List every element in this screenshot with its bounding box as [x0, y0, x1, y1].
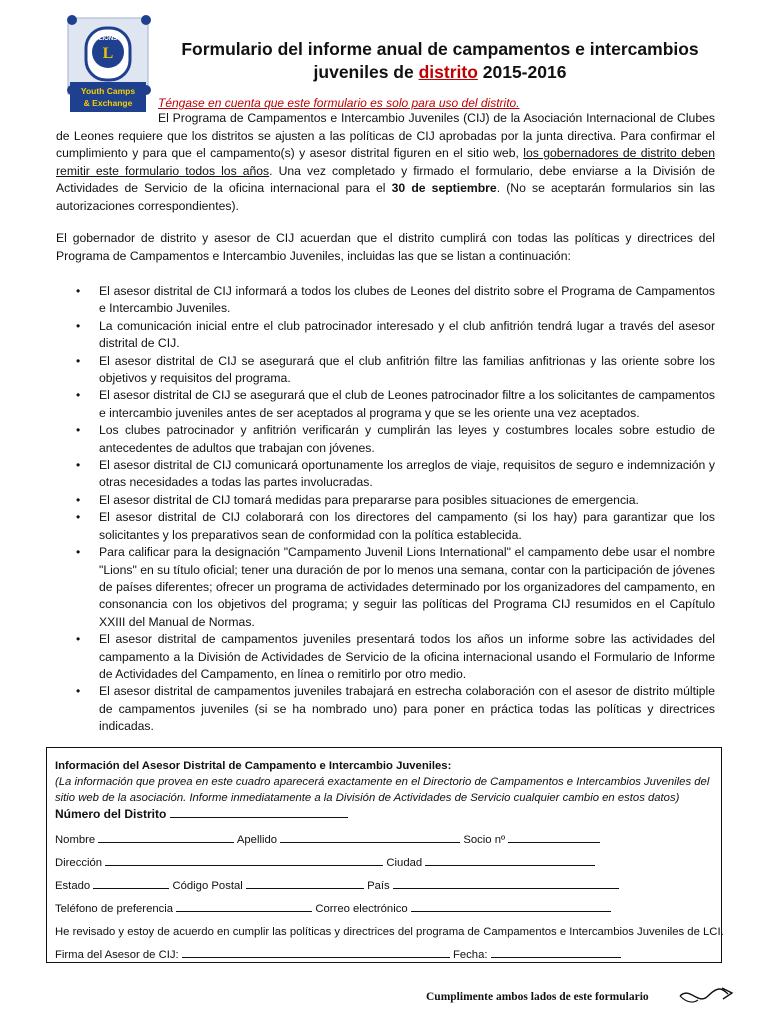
- list-item: • El asesor distrital de campamentos juveniles presentará todos los años un informe sobre las actividades del campamento a la División de Actividades de Servicio de la oficina internacional usando el Formulario de Informe de Actividades del Campamento, en línea o remitirlo por otro medio.: [76, 632, 715, 681]
- bullet-icon: •: [76, 458, 81, 473]
- city-field[interactable]: [425, 854, 595, 866]
- surname-field[interactable]: [280, 831, 460, 843]
- city-label: Ciudad: [386, 857, 423, 869]
- list-item: • Para calificar para la designación "Campamento Juvenil Lions International" el campamento debe usar el nombre "Lions" en su título oficial; tener una duración de por lo menos una semana, contar con la participación de jóvenes de países diferentes; ofrecer un programa de actividades determinado por los organizadores del campamento, en consonancia con los objetivos del programa; y seguir las políticas del Programa CIJ resumidos en el Capítulo XXIII del Manual de Normas.: [76, 545, 715, 629]
- page-title: [160, 38, 720, 84]
- intro-paragraph: [56, 110, 715, 216]
- name-field[interactable]: [98, 831, 234, 843]
- title-line-2-pre: juveniles de: [313, 62, 419, 82]
- postal-code-field[interactable]: [246, 877, 364, 889]
- list-item: • El asesor distrital de CIJ tomará medidas para prepararse para posibles situaciones de emergencia.: [56, 492, 715, 509]
- intro-deadline: 30 de septiembre: [391, 181, 497, 196]
- district-number-row: [55, 806, 713, 822]
- member-number-field[interactable]: [508, 831, 600, 843]
- signature-label: Firma del Asesor de CIJ:: [55, 949, 179, 961]
- district-number-field[interactable]: [170, 806, 348, 818]
- title-line-1: Formulario del informe anual de campamentos e intercambios: [181, 39, 699, 59]
- logo-bottom-text-2: & Exchange: [83, 98, 133, 108]
- svg-text:L: L: [102, 45, 114, 62]
- list-item: • El asesor distrital de CIJ informará a todos los clubes de Leones del distrito sobre el Programa de Campamentos e Intercambio Juveniles.: [76, 284, 715, 316]
- lions-youth-camps-logo: [62, 14, 154, 114]
- list-item: • El asesor distrital de CIJ se asegurará que el club de Leones patrocinador filtre a los solicitantes de campamentos e intercambio juveniles antes de ser aceptados al programa y que se les oriente una vez aceptados.: [76, 388, 715, 420]
- intro-text-c: . (No se aceptarán formularios sin las autorizaciones correspondientes).: [56, 181, 716, 213]
- list-item: • El asesor distrital de CIJ comunicará oportunamente los arreglos de viaje, requisitos de seguro e indemnización y otras necesidades a todas las partes involucradas.: [76, 458, 715, 490]
- surname-label: Apellido: [236, 834, 278, 846]
- bullet-icon: •: [76, 632, 81, 647]
- list-item: • El asesor distrital de CIJ colaborará con los directores del campamento (si los hay) para garantizar que los solicitantes y los preparativos sean de conformidad con la política establecida.: [76, 510, 715, 542]
- state-row: [55, 875, 713, 898]
- list-item: • El asesor distrital de CIJ se asegurará que el club anfitrión filtre las familias anfitrionas y las oriente sobre los objetivos y requisitos del programa.: [76, 353, 715, 386]
- name-row: [55, 829, 713, 852]
- intro-text-b: . Una vez completado y firmado el formulario, debe enviarse a la División de Actividades de Servicio de la oficina internacional para el: [56, 163, 715, 196]
- agreement-statement: He revisado y estoy de acuerdo en cumplir las políticas y directrices del programa de Campamentos e Intercambios Juveniles de LCI.: [55, 926, 724, 938]
- postal-code-label: Código Postal: [172, 880, 243, 892]
- address-field[interactable]: [105, 854, 383, 866]
- signature-field[interactable]: [182, 946, 450, 958]
- intro-text-underlined: los gobernadores de distrito deben remitir este formulario todos los años: [56, 146, 715, 178]
- logo-top-text: LIONS: [98, 36, 118, 42]
- address-label: Dirección: [55, 857, 103, 869]
- country-label: País: [367, 880, 390, 892]
- bullet-icon: •: [76, 423, 81, 438]
- bullet-icon: •: [76, 284, 81, 298]
- phone-label: Teléfono de preferencia: [55, 903, 174, 915]
- email-field[interactable]: [411, 900, 611, 912]
- list-item: • La comunicación inicial entre el club patrocinador interesado y el club anfitrión tendrá lugar a través del asesor distrital de CIJ.: [76, 318, 715, 351]
- intro-text-a: El Programa de Campamentos e Intercambio Juveniles (CIJ) de la Asociación Internacional de Clubes de Leones requiere que los distritos se ajusten a las políticas de CIJ aprobadas por la junta directiva. Para confirmar el cumplimiento y para que el campamento(s) y asesor distrital figuren en el sitio web,: [56, 111, 715, 161]
- contact-row: [55, 898, 713, 921]
- title-district-word: distrito: [418, 62, 478, 82]
- phone-field[interactable]: [176, 900, 312, 912]
- list-item: • El asesor distrital de campamentos juveniles trabajará en estrecha colaboración con el asesor de distrito múltiple de campamentos juveniles (si se ha nombrado uno) para poner en práctica todas las políticas y directrices indicadas.: [76, 684, 715, 734]
- bullet-icon: •: [76, 388, 81, 403]
- box-heading: Información del Asesor Distrital de Campamento e Intercambio Juveniles:: [55, 760, 452, 772]
- name-label: Nombre: [55, 834, 96, 846]
- logo-bottom-text-1: Youth Camps: [80, 86, 136, 96]
- bullet-icon: •: [76, 492, 81, 507]
- policy-list: [56, 283, 715, 736]
- advisor-info-box: [46, 747, 722, 963]
- date-label: Fecha:: [452, 949, 488, 961]
- bullet-icon: •: [76, 353, 81, 368]
- page-turn-arrow-icon: [676, 982, 736, 1008]
- address-row: [55, 852, 713, 875]
- agreement-paragraph: El gobernador de distrito y asesor de CIJ acuerdan que el distrito cumplirá con todas las políticas y directrices del Programa de Campamentos e Intercambio Juveniles, incluidas las que se listan a continuación:: [56, 231, 715, 263]
- title-line-2-post: 2015-2016: [477, 62, 567, 82]
- state-field[interactable]: [93, 877, 169, 889]
- email-label: Correo electrónico: [315, 903, 408, 915]
- bullet-icon: •: [76, 684, 81, 699]
- bullet-icon: •: [76, 545, 81, 560]
- bullet-icon: •: [76, 318, 81, 333]
- bullet-icon: •: [76, 510, 81, 525]
- signature-row: [55, 944, 713, 967]
- date-field[interactable]: [491, 946, 621, 958]
- footer-note: Cumplimente ambos lados de este formulario: [426, 991, 649, 1003]
- district-use-note: Téngase en cuenta que este formulario es solo para uso del distrito.: [158, 96, 520, 110]
- title-line-2: [160, 61, 720, 84]
- member-label: Socio nº: [463, 834, 506, 846]
- list-item: • Los clubes patrocinador y anfitrión verificarán y cumplirán las leyes y costumbres locales sobre estudio de antecedentes de adultos que trabajan con jóvenes.: [76, 423, 715, 455]
- state-label: Estado: [55, 880, 91, 892]
- district-number-label: Número del Distrito: [55, 807, 167, 821]
- country-field[interactable]: [393, 877, 619, 889]
- box-instructions: (La información que provea en este cuadro aparecerá exactamente en el Directorio de Campamentos e Intercambios Juveniles del sitio web de la asociación. Informe inmediatamente a la División de Actividades de Servicio cualquier cambio en estos datos): [55, 776, 710, 804]
